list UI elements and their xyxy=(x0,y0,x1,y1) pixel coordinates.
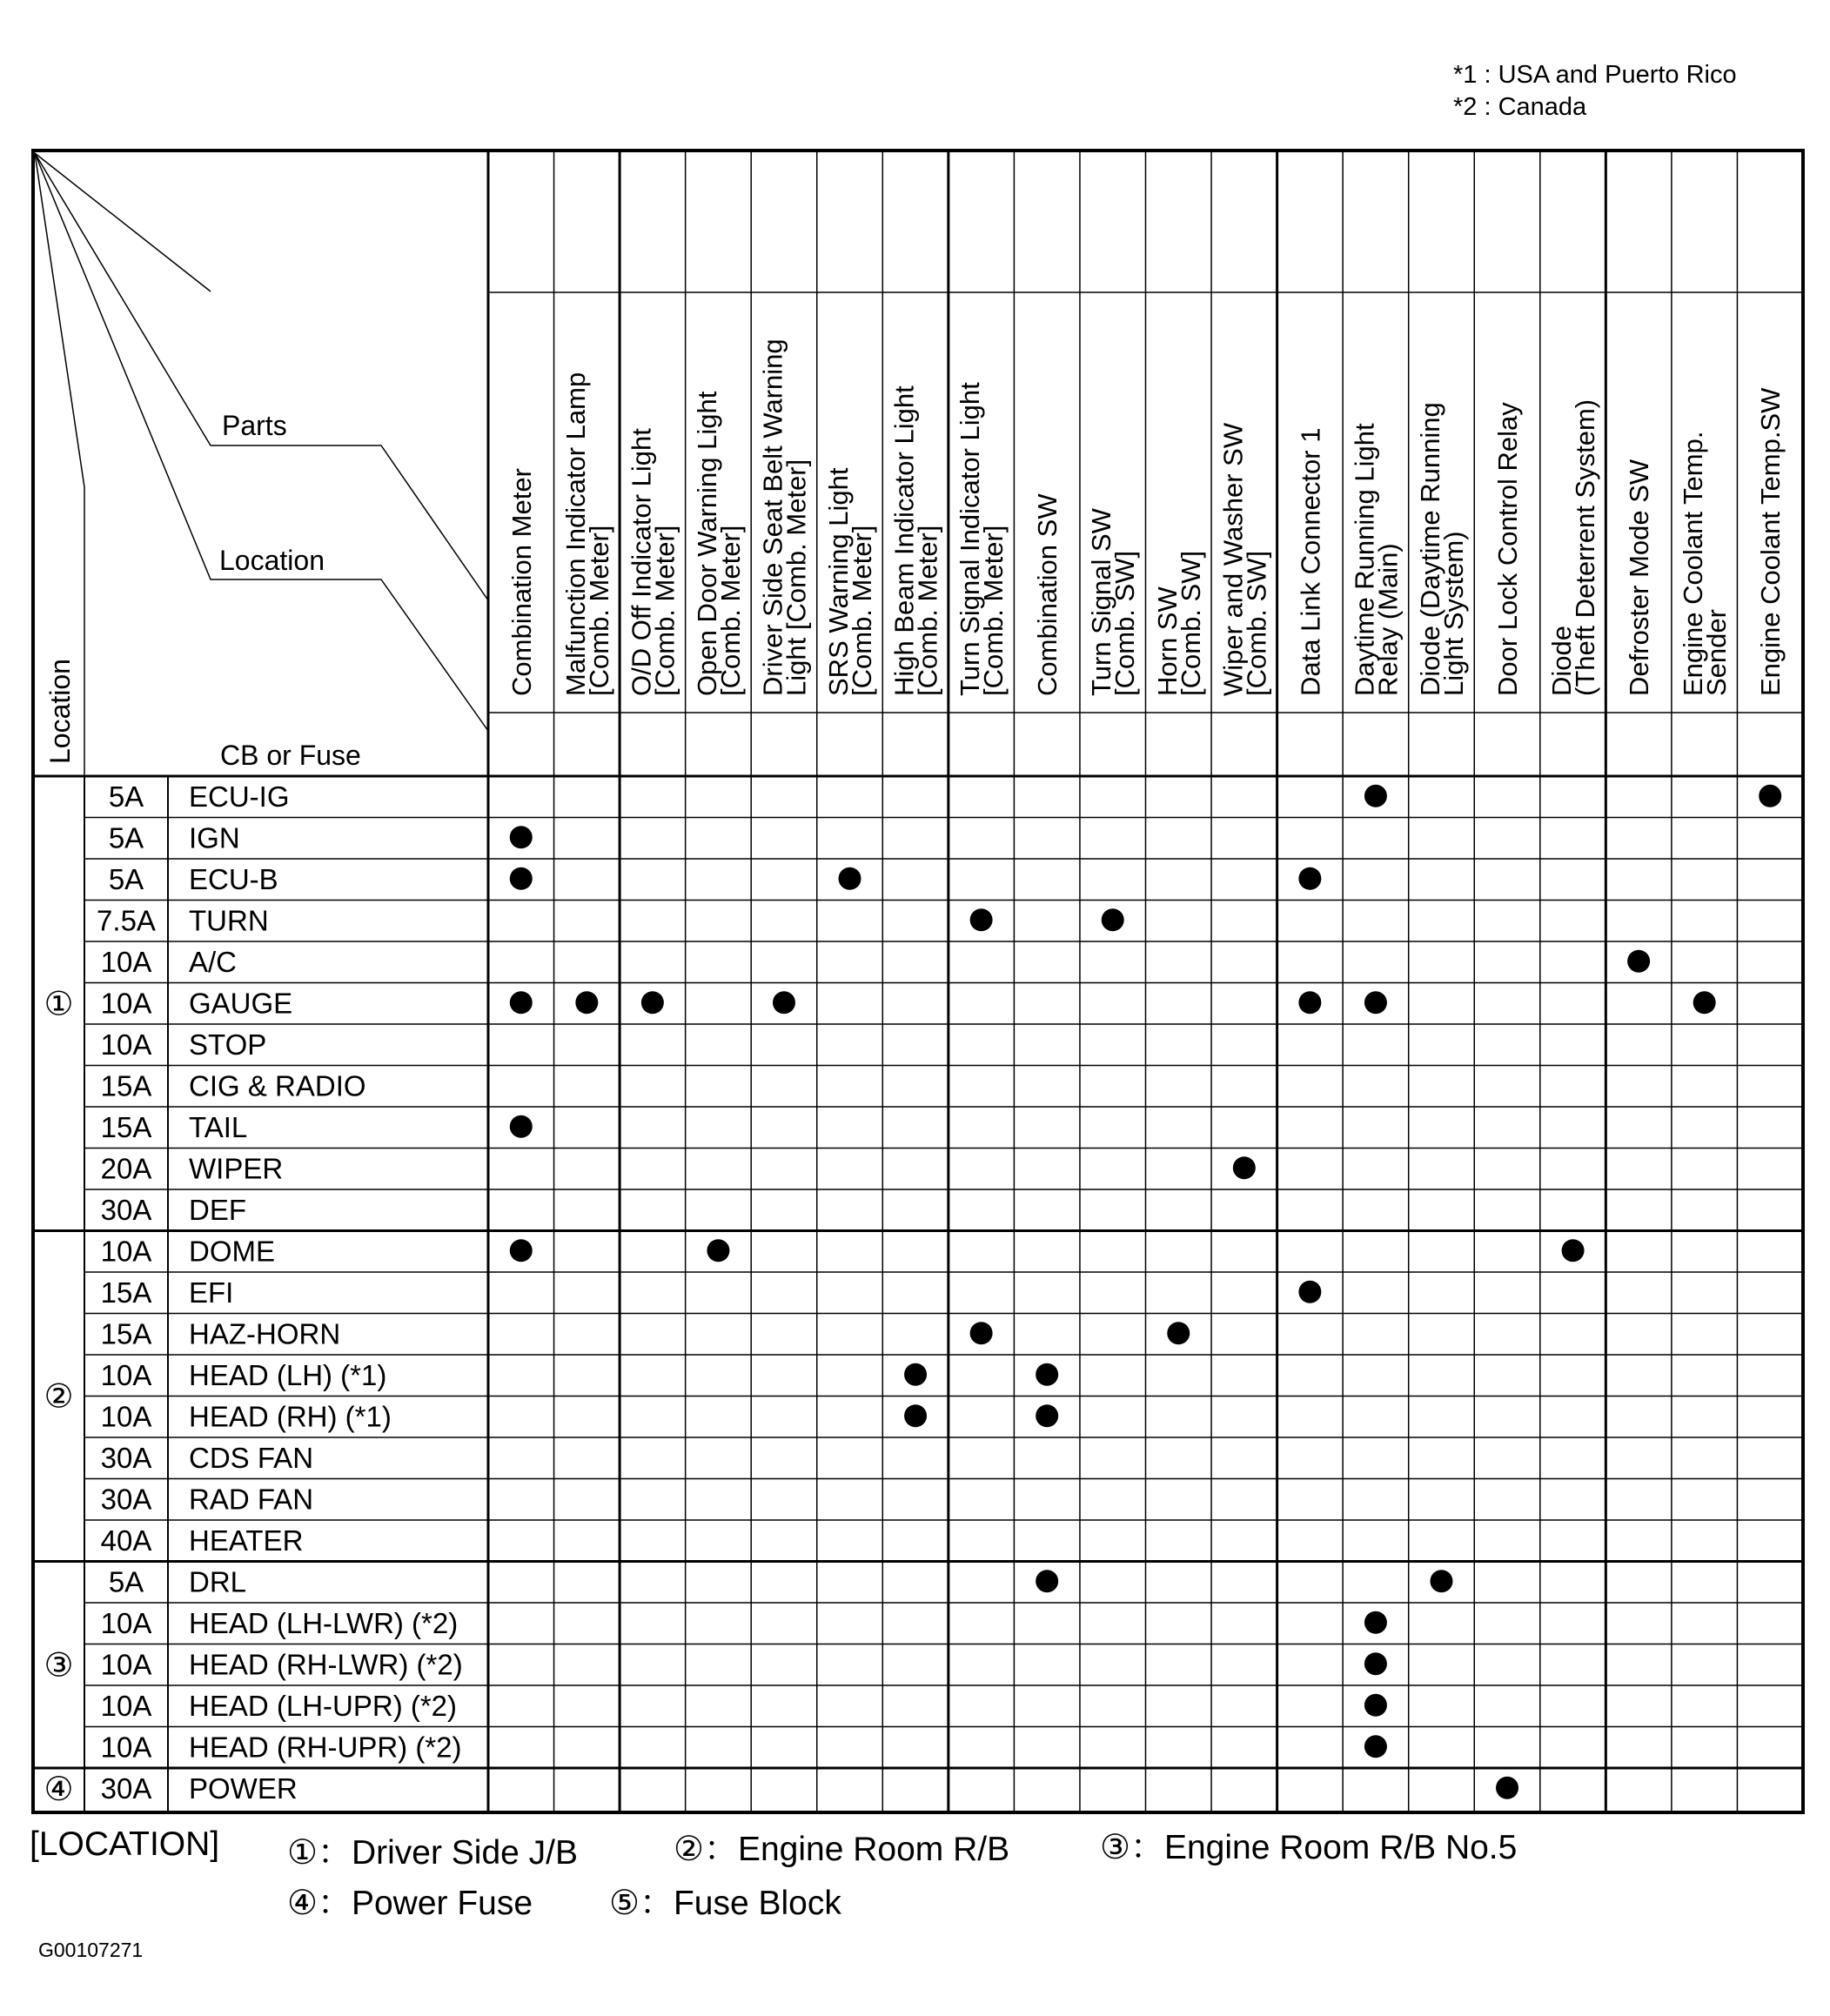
part-header-label: Diode xyxy=(1546,626,1578,696)
legend-item-engine-room-rb-no5: ③：Engine Room R/B No.5 xyxy=(1100,1829,1518,1866)
connection-dot xyxy=(1036,1570,1058,1592)
part-header xyxy=(823,467,877,696)
legend-item-power-fuse: ④：Power Fuse xyxy=(287,1885,533,1922)
fuse-name: HEAD (LH-LWR) (*2) xyxy=(189,1606,459,1639)
connection-dot xyxy=(904,1404,927,1427)
connection-dot xyxy=(1627,950,1650,973)
part-header-label: [Comb. Meter] xyxy=(649,525,680,696)
part-header-label: Daytime Running Light xyxy=(1349,423,1380,696)
fuse-amp: 10A xyxy=(100,1358,152,1391)
legend-item-driver-side-jb: ①：Driver Side J/B xyxy=(287,1834,579,1872)
part-header-label: High Beam Indicator Light xyxy=(888,385,920,696)
fuse-amp: 40A xyxy=(100,1524,152,1557)
part-header-label: Combination Meter xyxy=(506,468,537,696)
part-header-label: Turn Signal SW xyxy=(1086,508,1117,696)
fuse-name: HEATER xyxy=(189,1524,304,1557)
part-header-label: Door Lock Control Relay xyxy=(1492,402,1524,696)
connection-dot xyxy=(1496,1777,1518,1799)
legend-item-engine-room-rb: ②：Engine Room R/B xyxy=(674,1831,1010,1868)
connection-dot xyxy=(1298,867,1321,890)
fuse-name: DRL xyxy=(189,1565,247,1598)
part-header xyxy=(626,428,680,696)
location-symbol: ③ xyxy=(44,1647,74,1684)
part-header xyxy=(889,385,943,696)
footnote-canada: *2 : Canada xyxy=(1453,93,1587,121)
fuse-amp: 15A xyxy=(100,1317,152,1350)
footnote-usa: *1 : USA and Puerto Rico xyxy=(1453,61,1737,89)
header-diagonal-line xyxy=(35,153,488,731)
fuse-amp: 7.5A xyxy=(97,904,156,937)
connection-dot xyxy=(1364,785,1387,807)
part-header-label: [Comb. Meter] xyxy=(978,525,1009,696)
fuse-name: IGN xyxy=(189,821,240,854)
part-header-label: Engine Coolant Temp.SW xyxy=(1755,387,1786,696)
part-header-label: [Comb. Meter] xyxy=(583,525,614,696)
connection-dot xyxy=(510,826,533,848)
connection-dot xyxy=(1364,991,1387,1014)
connection-dot xyxy=(510,1239,533,1262)
connection-dot xyxy=(1102,908,1124,931)
location-groups xyxy=(44,986,73,1808)
fuse-amp: 15A xyxy=(100,1110,152,1143)
fuse-name: WIPER xyxy=(189,1152,284,1185)
part-header-label: Relay (Main) xyxy=(1372,543,1404,696)
part-header-label: Diode (Daytime Running xyxy=(1414,402,1445,696)
fuse-amp: 5A xyxy=(108,780,144,813)
fuse-amp: 10A xyxy=(100,1731,152,1764)
connection-dot xyxy=(1562,1239,1585,1262)
fuse-name: DEF xyxy=(189,1193,246,1226)
part-header-label: Wiper and Washer SW xyxy=(1217,422,1249,696)
header-location-label: Location xyxy=(219,545,325,576)
part-header-label: [Comb. SW] xyxy=(1109,550,1141,696)
part-header-label: [Comb. Meter] xyxy=(847,525,878,696)
location-symbol: ① xyxy=(44,986,74,1023)
header-parts-label: Parts xyxy=(222,410,287,441)
location-symbol: ④ xyxy=(44,1771,74,1808)
legend-item-fuse-block: ⑤：Fuse Block xyxy=(609,1885,841,1922)
part-header xyxy=(1546,399,1600,696)
fuse-name: DOME xyxy=(189,1235,275,1268)
connection-dot xyxy=(1233,1156,1256,1179)
fuse-name: TAIL xyxy=(189,1110,248,1143)
connection-dot xyxy=(510,991,533,1014)
part-header-label: (Theft Deterrent System) xyxy=(1570,399,1601,696)
fuse-amp: 30A xyxy=(100,1441,152,1474)
part-header xyxy=(1624,459,1654,696)
fuse-amp: 5A xyxy=(108,1565,144,1598)
part-header xyxy=(757,338,811,696)
part-header-label: Horn SW xyxy=(1151,586,1183,696)
fuse-name: HEAD (LH-UPR) (*2) xyxy=(189,1689,458,1722)
part-header-label: Open Door Warning Light xyxy=(691,391,722,696)
part-header xyxy=(560,372,614,696)
connection-dot xyxy=(575,991,598,1014)
part-header xyxy=(955,382,1009,696)
fuse-name: HEAD (RH-LWR) (*2) xyxy=(189,1648,463,1681)
fuse-name: HEAD (RH-UPR) (*2) xyxy=(189,1731,462,1764)
fuse-rows xyxy=(97,780,463,1805)
fuse-name: ECU-IG xyxy=(189,780,290,813)
part-header xyxy=(1349,423,1403,696)
part-header-label: Light [Comb. Meter] xyxy=(781,459,812,696)
connection-dot xyxy=(1364,1694,1387,1717)
part-header-label: O/D Off Indicator Light xyxy=(626,428,657,696)
fuse-name: RAD FAN xyxy=(189,1483,314,1516)
part-header-label: SRS Warning Light xyxy=(823,467,855,696)
connection-dot xyxy=(1693,991,1716,1014)
part-header xyxy=(1678,432,1732,696)
header-cb-fuse-label: CB or Fuse xyxy=(220,740,361,771)
fuse-name: A/C xyxy=(189,945,238,978)
connection-dot xyxy=(1759,785,1781,807)
fuse-amp: 30A xyxy=(100,1483,152,1516)
part-header xyxy=(1295,428,1325,696)
fuse-amp: 15A xyxy=(100,1276,152,1309)
fuse-amp: 10A xyxy=(100,945,152,978)
part-header-label: Turn Signal Indicator Light xyxy=(955,382,986,696)
fuse-name: EFI xyxy=(189,1276,234,1309)
part-header xyxy=(1032,493,1062,696)
part-header xyxy=(1086,507,1140,696)
connection-dot xyxy=(773,991,795,1014)
fuse-name: POWER xyxy=(189,1772,298,1805)
connection-dot xyxy=(970,1322,993,1344)
fuse-name: TURN xyxy=(189,904,269,937)
part-header-label: [Comb. Meter] xyxy=(912,525,943,696)
header-diagonal-line xyxy=(35,153,211,291)
legend-title: [LOCATION] xyxy=(30,1825,220,1863)
fuse-amp: 5A xyxy=(108,862,144,895)
part-header xyxy=(506,468,537,696)
fuse-amp: 10A xyxy=(100,1028,152,1061)
connection-dot xyxy=(510,867,533,890)
connection-dot xyxy=(1036,1363,1058,1386)
connection-dot xyxy=(1364,1652,1387,1675)
fuse-amp: 5A xyxy=(108,821,144,854)
fuse-amp: 30A xyxy=(100,1193,152,1226)
connection-dot xyxy=(970,908,993,931)
fuse-name: HEAD (LH) (*1) xyxy=(189,1358,387,1391)
part-header-label: Driver Side Seat Belt Warning xyxy=(757,338,788,696)
connection-dot xyxy=(1364,1735,1387,1758)
connection-dot xyxy=(904,1363,927,1386)
part-header-label: Combination SW xyxy=(1032,493,1063,696)
part-header-label: Light System) xyxy=(1438,531,1469,696)
fuse-amp: 10A xyxy=(100,1689,152,1722)
connection-dot xyxy=(510,1115,533,1138)
part-header-label: Defroster Mode SW xyxy=(1624,459,1655,696)
fuse-amp: 10A xyxy=(100,1235,152,1268)
location-symbol: ② xyxy=(44,1378,74,1416)
table-header xyxy=(44,410,361,771)
fuse-amp: 10A xyxy=(100,1606,152,1639)
connection-dot xyxy=(1430,1570,1452,1592)
part-header-label: [Comb. SW] xyxy=(1175,550,1206,696)
part-header-label: Data Link Connector 1 xyxy=(1295,427,1326,696)
figure-id: G00107271 xyxy=(38,1939,144,1961)
connection-dot xyxy=(1364,1611,1387,1634)
part-header xyxy=(1492,402,1523,696)
fuse-name: GAUGE xyxy=(189,987,293,1020)
part-header xyxy=(1415,402,1469,696)
fuse-name: HAZ-HORN xyxy=(189,1317,341,1350)
part-header xyxy=(1217,422,1271,696)
part-header-label: Sender xyxy=(1701,609,1733,696)
part-header xyxy=(1152,551,1206,696)
fuse-amp: 10A xyxy=(100,1400,152,1433)
part-header-label: Engine Coolant Temp. xyxy=(1678,431,1709,696)
connection-dot xyxy=(641,991,664,1014)
connection-dot xyxy=(707,1239,729,1262)
fuse-amp: 20A xyxy=(100,1152,152,1185)
fuse-name: STOP xyxy=(189,1028,267,1061)
fuse-name: CDS FAN xyxy=(189,1441,314,1474)
connection-dot xyxy=(1167,1322,1190,1344)
fuse-name: HEAD (RH) (*1) xyxy=(189,1400,392,1433)
part-header xyxy=(692,391,746,696)
part-header-label: [Comb. SW] xyxy=(1241,550,1272,696)
connection-dot xyxy=(839,867,861,890)
part-header xyxy=(1755,387,1786,696)
fuse-amp: 15A xyxy=(100,1069,152,1102)
fuse-amp: 30A xyxy=(100,1772,152,1805)
connection-dot xyxy=(1298,1281,1321,1303)
fuse-amp: 10A xyxy=(100,987,152,1020)
connection-dot xyxy=(1036,1404,1058,1427)
part-header-label: [Comb. Meter] xyxy=(714,525,746,696)
part-header-label: Malfunction Indicator Lamp xyxy=(560,372,591,696)
fuse-name: CIG & RADIO xyxy=(189,1069,366,1102)
connection-dot xyxy=(1298,991,1321,1014)
header-location-axis-label: Location xyxy=(44,659,76,764)
fuse-amp: 10A xyxy=(100,1648,152,1681)
fuse-name: ECU-B xyxy=(189,862,278,895)
